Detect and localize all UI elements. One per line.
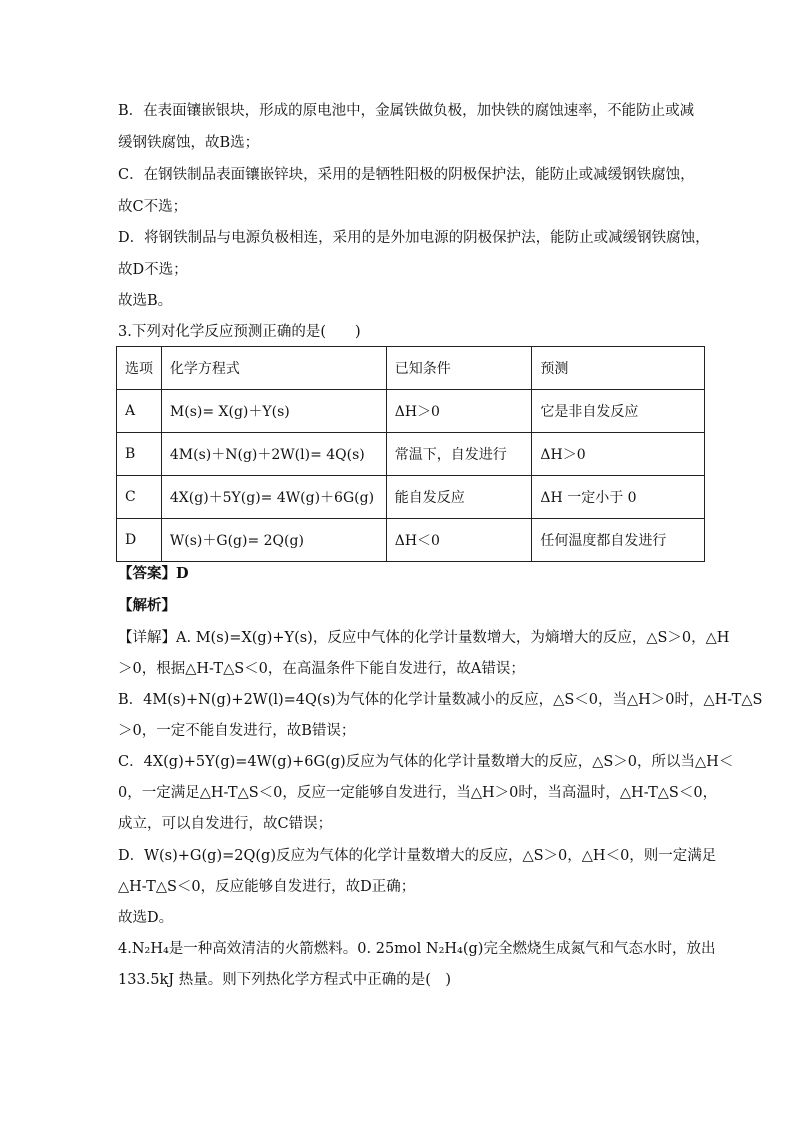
analysis-heading: 【解析】 [118,597,176,614]
table-cell: 能自发反应 [386,476,532,519]
question-3-title: 3.下列对化学反应预测正确的是( ) [118,324,361,340]
header-cell: 化学方程式 [161,347,386,390]
text-line: D．将钢铁制品与电源负极相连，采用的是外加电源的阴极保护法，能防止或减缓钢铁腐蚀， [118,230,710,246]
table-cell: ΔH＞0 [532,433,705,476]
table-cell: W(s)＋G(g)= 2Q(g) [161,519,386,562]
text-line: 成立，可以自发进行，故C错误； [118,816,333,832]
text-line: B．4M(s)+N(g)+2W(l)=4Q(s)为气体的化学计量数减小的反应，△S＜0，当△H＞0时，△H-T△S [118,692,763,708]
text-line: 故选B。 [118,293,173,309]
table-cell: ΔH 一定小于 0 [532,476,705,519]
text-line: 故D不选； [118,262,188,278]
header-cell: 已知条件 [386,347,532,390]
table-row [117,433,705,476]
table-cell: 任何温度都自发进行 [532,519,705,562]
reaction-prediction-table [116,346,705,562]
answer-label: 【答案】D [118,565,189,582]
question-4-title: 4.N₂H₄是一种高效清洁的火箭燃料。0. 25mol N₂H₄(g)完全燃烧生成氮气和气态水时，放出 [118,941,716,957]
text-line: 故C不选； [118,199,188,215]
text-line: ＞0，一定不能自发进行，故B错误； [118,723,356,739]
text-line: 故选D。 [118,910,174,926]
table-cell: C [117,476,162,519]
table-cell: 它是非自发反应 [532,390,705,433]
text-line: 【详解】A. M(s)=X(g)+Y(s)，反应中气体的化学计量数增大，为熵增大的反应，△S＞0，△H [118,630,730,646]
text-line: B．在表面镶嵌银块，形成的原电池中，金属铁做负极，加快铁的腐蚀速率，不能防止或减 [118,103,695,119]
text-line: D．W(s)+G(g)=2Q(g)反应为气体的化学计量数增大的反应，△S＞0，△H＜0，则一定满足 [118,848,717,864]
table-cell: 4M(s)＋N(g)＋2W(l)= 4Q(s) [161,433,386,476]
text-line: 0，一定满足△H-T△S＜0，反应一定能够自发进行，当△H＞0时，当高温时，△H-T△S＜0， [118,785,718,801]
table-cell: B [117,433,162,476]
table-cell: 常温下，自发进行 [386,433,532,476]
table-row [117,519,705,562]
table-header-row [117,347,705,390]
text-line: ＞0，根据△H-T△S＜0，在高温条件下能自发进行，故A错误； [118,661,525,677]
table-cell: 4X(g)＋5Y(g)= 4W(g)＋6G(g) [161,476,386,519]
table-row [117,476,705,519]
header-cell: 预测 [532,347,705,390]
text-line: C．4X(g)+5Y(g)=4W(g)+6G(g)反应为气体的化学计量数增大的反应，△S＞0，所以当△H＜ [118,754,734,770]
table-cell: ΔH＜0 [386,519,532,562]
header-cell: 选项 [117,347,162,390]
table-row [117,390,705,433]
text-line: C．在钢铁制品表面镶嵌锌块，采用的是牺牲阳极的阴极保护法，能防止或减缓钢铁腐蚀， [118,167,695,183]
text-line: △H-T△S＜0，反应能够自发进行，故D正确； [118,879,416,895]
text-line: 133.5kJ 热量。则下列热化学方程式中正确的是( ) [118,972,452,988]
text-line: 缓钢铁腐蚀，故B选； [118,135,260,151]
table-cell: ΔH＞0 [386,390,532,433]
table-cell: D [117,519,162,562]
table-cell: A [117,390,162,433]
table-cell: M(s)= X(g)＋Y(s) [161,390,386,433]
